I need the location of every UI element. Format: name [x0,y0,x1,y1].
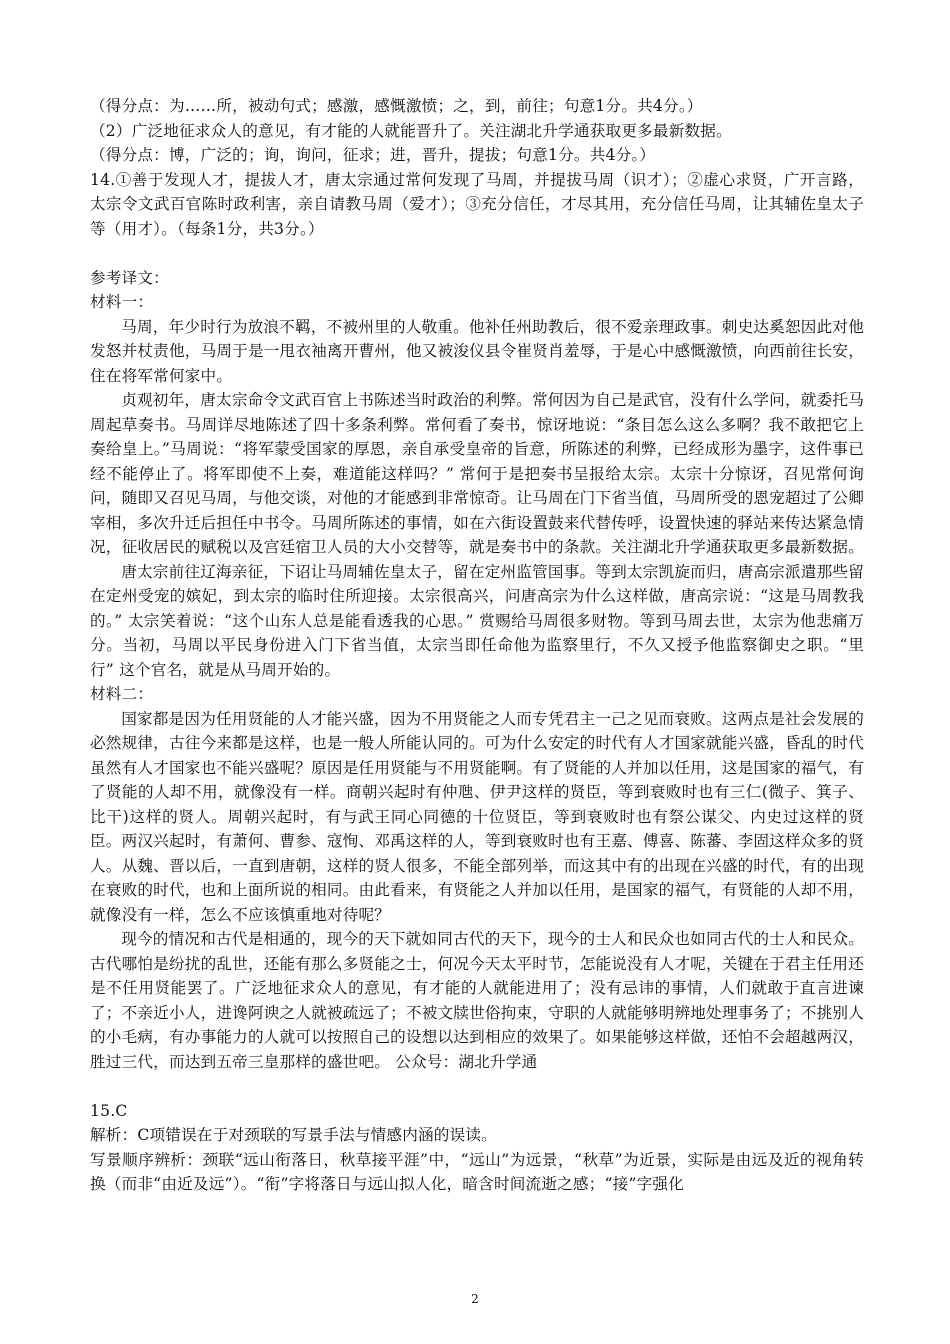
material-2-paragraph: 国家都是因为任用贤能的人才能兴盛，因为不用贤能之人而专凭君主一己之见而衰败。这两点是社会发展的必然规律，古往今来都是这样，也是一般人所能认同的。可为什么安定的时代有人才国家就能兴盛，昏乱的时代虽然有人才国家也不能兴盛呢？原因是任用贤能与不用贤能啊。有了贤能的人并加以任用，这是国家的福气，有了贤能的人却不用，就像没有一样。商朝兴起时有仲虺、伊尹这样的贤臣，等到衰败时也有三仁(微子、箕子、比干)这样的贤人。周朝兴起时，有与武王同心同德的十位贤臣，等到衰败时也有祭公谋父、内史过这样的贤臣。两汉兴起时，有萧何、曹参、寇恂、邓禹这样的人，等到衰败时也有王嘉、傅喜、陈蕃、李固这样众多的贤人。从魏、晋以后，一直到唐朝，这样的贤人很多，不能全部列举，而这其中有的出现在兴盛的时代，有的出现在衰败的时代，也和上面所说的相同。由此看来，有贤能之人并加以任用，是国家的福气，有贤能的人却不用，就像没有一样，怎么不应该慎重地对待呢？ [90,709,864,924]
answer-question-15: 15.C [90,1101,128,1120]
material-1-label: 材料一： [90,293,154,311]
material-1-paragraph: 唐太宗前往辽海亲征，下诏让马周辅佐皇太子，留在定州监管国事。等到太宗凯旋而归，唐高宗派遣那些留在定州受宠的嫔妃，到太宗的临时住所迎接。太宗很高兴，问唐高宗为什么这样做，唐高宗说：“这是马周教我的。” 太宗笑着说：“这个山东人总是能看透我的心思。” 赏赐给马周很多财物。等到马周去世，太宗为他悲痛万分。当初，马周以平民身份进入门下省当值，太宗当即任命他为监察里行，不久又授予他监察御史之职。“里行” 这个官名，就是从马周开始的。 [90,562,864,679]
scoring-note-1: （得分点：为……所，被动句式；感激，感慨激愤；之，到，前往；句意1分。共4分。） [90,97,703,115]
answer-item-2: （2）广泛地征求众人的意见，有才能的人就能晋升了。关注湖北升学通获取更多最新数据。 [90,121,732,140]
material-2-paragraph: 现今的情况和古代是相通的，现今的天下就如同古代的天下，现今的士人和民众也如同古代的士人和民众。古代哪怕是纷扰的乱世，还能有那么多贤能之士，何况今天太平时节，怎能说没有人才呢，关键在于君主任用还是不任用贤能罢了。广泛地征求众人的意见，有才能的人就能进用了；没有忌讳的事情，人们就敢于直言进谏了；不亲近小人，进谗阿谀之人就被疏远了；不被文牍世俗拘束，守职的人就能够明辨地处理事务了；不挑别人的小毛病，有办事能力的人就可以按照自己的设想以达到相应的效果了。如果能够这样做，还怕不会超越两汉，胜过三代，而达到五帝三皇那样的盛世吧。 公众号：湖北升学通 [90,930,864,1071]
material-1-paragraph: 马周，年少时行为放浪不羁，不被州里的人敬重。他补任州助教后，很不爱亲理政事。刺史达奚恕因此对他发怒并杖责他，马周于是一甩衣袖离开曹州，他又被浚仪县令崔贤肖羞辱，于是心中感慨激愤，向西前往长安，住在将军常何家中。 [90,317,864,385]
translation-heading: 参考译文： [90,268,169,287]
document-body [90,94,864,1197]
page-number: 2 [471,1292,479,1306]
answer-question-14: 14.①善于发现人才，提拔人才，唐太宗通过常何发现了马周，并提拔马周（识才）；②虚心求贤，广开言路，太宗令文武百官陈时政利害，亲自请教马周（爱才）；③充分信任，才尽其用，充分信任马周，让其辅佐皇太子等（用才）。（每条1分，共3分。） [90,170,864,238]
question-15-order-analysis: 写景顺序辨析：颈联“远山衔落日，秋草接平涯”中，“远山”为远景，“秋草”为近景，实际是由远及近的视角转换（而非“由近及远”）。“衔”字将落日与远山拟人化，暗含时间流逝之感；“接”字强化 [90,1150,864,1193]
scoring-note-2: （得分点：博，广泛的；询，询问，征求；进，晋升，提拔；句意1分。共4分。） [90,146,656,164]
spacer [90,1074,864,1099]
material-2-label: 材料二： [90,685,154,703]
spacer [90,241,864,266]
question-15-analysis: 解析：C项错误在于对颈联的写景手法与情感内涵的误读。 [90,1126,497,1144]
material-1-paragraph: 贞观初年，唐太宗命令文武百官上书陈述当时政治的利弊。常何因为自己是武官，没有什么学问，就委托马周起草奏书。马周详尽地陈述了四十多条利弊。常何看了奏书，惊讶地说：“条目怎么这么多啊？我不敢把它上奏给皇上。”马周说：“将军蒙受国家的厚恩，亲自承受皇帝的旨意，所陈述的利弊，已经成形为墨字，这件事已经不能停止了。将军即使不上奏，难道能这样吗？” 常何于是把奏书呈报给太宗。太宗十分惊讶，召见常何询问，随即又召见马周，与他交谈，对他的才能感到非常惊奇。让马周在门下省当值，马周所受的恩宠超过了公卿宰相，多次升迁后担任中书令。马周所陈述的事情，如在六街设置鼓来代替传呼，设置快速的驿站来传达紧急情况，征收居民的赋税以及宫廷宿卫人员的大小交替等，就是奏书中的条款。关注湖北升学通获取更多最新数据。 [90,391,864,556]
